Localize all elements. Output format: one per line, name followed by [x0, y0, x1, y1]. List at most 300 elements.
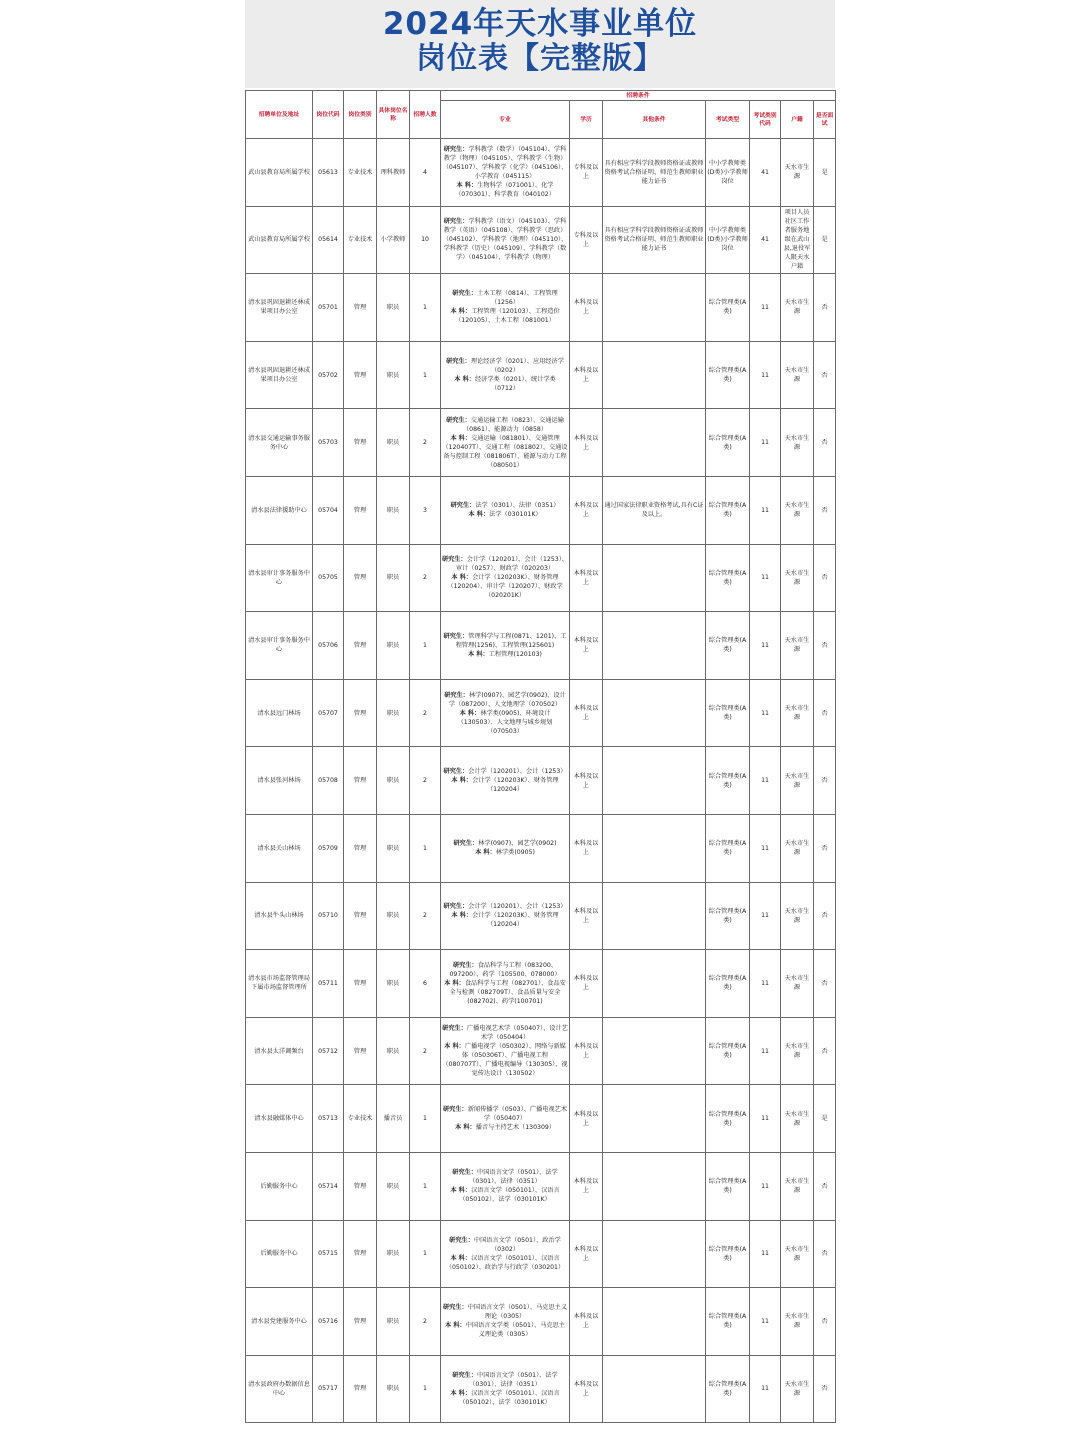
graduate-label: 研究生： — [443, 218, 469, 226]
table-row — [246, 1017, 836, 1085]
major-graduate-line — [442, 217, 568, 262]
cell-other — [603, 612, 706, 680]
header-major: 专业 — [441, 101, 570, 139]
cell-education: 本科及以上 — [570, 1017, 603, 1085]
undergrad-majors: 汉语言文学（050101）、汉语言（050102）、法学（030101K） — [459, 1187, 560, 1204]
cell-exam: 综合管理类(A类) — [706, 341, 750, 409]
graduate-label: 研究生： — [446, 358, 471, 366]
major-block — [442, 555, 568, 600]
graduate-majors: 法学（0301）、法律（0351） — [475, 502, 560, 510]
major-graduate-line — [442, 555, 568, 573]
major-graduate-line — [442, 145, 568, 181]
table-row — [246, 1152, 836, 1220]
cell-exam-code: 11 — [750, 341, 781, 409]
cell-count: 2 — [410, 409, 441, 477]
cell-major — [441, 409, 570, 477]
cell-category: 专业技术 — [344, 139, 377, 207]
cell-other — [603, 409, 706, 477]
undergrad-label: 本 科： — [450, 1254, 472, 1262]
cell-count: 2 — [410, 679, 441, 747]
cell-other — [603, 1085, 706, 1153]
major-block — [442, 357, 568, 393]
cell-other: 通过国家法律职业资格考试,具有C证及以上。 — [603, 476, 706, 544]
cell-unit: 清水县牛头山林场 — [246, 882, 313, 950]
cell-exam-code: 41 — [750, 139, 781, 207]
cell-exam: 中小学教师类(D类)小学教师岗位 — [706, 206, 750, 274]
cell-education: 本科及以上 — [570, 679, 603, 747]
cell-post: 播音员 — [377, 1085, 410, 1153]
cell-code: 05703 — [313, 409, 344, 477]
header-exam-code: 考试类别代码 — [750, 101, 781, 139]
cell-other — [603, 950, 706, 1018]
cell-code: 05714 — [313, 1152, 344, 1220]
cell-interview: 是 — [814, 206, 836, 274]
cell-exam: 综合管理类(A类) — [706, 1152, 750, 1220]
cell-major — [441, 544, 570, 612]
cell-hukou: 天水市生源 — [781, 409, 814, 477]
cell-unit: 清水县党建服务中心 — [246, 1288, 313, 1356]
cell-unit: 清水县审计事务服务中心 — [246, 544, 313, 612]
major-graduate-line — [442, 1105, 568, 1123]
cell-exam-code: 11 — [750, 274, 781, 342]
cell-interview: 否 — [814, 476, 836, 544]
major-block — [442, 1303, 568, 1339]
cell-unit: 清水县张河林场 — [246, 747, 313, 815]
major-undergrad-line — [442, 709, 568, 736]
cell-code: 05706 — [313, 612, 344, 680]
cell-category: 管理 — [344, 1152, 377, 1220]
cell-hukou: 天水市生源 — [781, 544, 814, 612]
graduate-label: 研究生： — [452, 1371, 478, 1379]
header-count: 招聘人数 — [410, 91, 441, 139]
cell-code: 05717 — [313, 1355, 344, 1423]
table-row — [246, 1085, 836, 1153]
major-block — [442, 217, 568, 262]
cell-interview: 否 — [814, 1152, 836, 1220]
cell-interview: 否 — [814, 409, 836, 477]
undergrad-majors: 会计学（120203K）、财务管理（120204） — [472, 912, 559, 929]
table-row — [246, 679, 836, 747]
cell-hukou: 天水市生源 — [781, 747, 814, 815]
cell-other — [603, 1288, 706, 1356]
cell-education: 本科及以上 — [570, 409, 603, 477]
cell-count: 4 — [410, 139, 441, 207]
cell-education: 本科及以上 — [570, 1220, 603, 1288]
cell-major — [441, 814, 570, 882]
graduate-label: 研究生： — [446, 416, 471, 424]
graduate-label: 研究生： — [452, 1169, 478, 1177]
graduate-label: 研究生： — [443, 632, 469, 640]
cell-count: 10 — [410, 206, 441, 274]
table-row — [246, 341, 836, 409]
cell-post: 职员 — [377, 274, 410, 342]
cell-exam-code: 11 — [750, 476, 781, 544]
cell-major — [441, 1288, 570, 1356]
cell-exam: 综合管理类(A类) — [706, 814, 750, 882]
header-hukou: 户籍 — [781, 101, 814, 139]
cell-hukou: 天水市生源 — [781, 1085, 814, 1153]
cell-interview: 否 — [814, 679, 836, 747]
cell-major — [441, 612, 570, 680]
cell-other — [603, 882, 706, 950]
cell-other — [603, 1220, 706, 1288]
cell-major — [441, 679, 570, 747]
undergrad-majors: 林学类(0905)、环境设计（130503）、人文地理与城乡规划（070503） — [457, 709, 553, 735]
cell-interview: 否 — [814, 882, 836, 950]
cell-hukou: 天水市生源 — [781, 274, 814, 342]
cell-unit: 清水县融媒体中心 — [246, 1085, 313, 1153]
graduate-label: 研究生： — [443, 903, 469, 911]
cell-exam-code: 11 — [750, 1355, 781, 1423]
cell-code: 05614 — [313, 206, 344, 274]
cell-education: 本科及以上 — [570, 274, 603, 342]
cell-other — [603, 274, 706, 342]
cell-post: 职员 — [377, 1017, 410, 1085]
cell-exam: 综合管理类(A类) — [706, 1288, 750, 1356]
graduate-label: 研究生： — [452, 290, 478, 298]
cell-category: 专业技术 — [344, 1085, 377, 1153]
undergrad-majors: 播音与主持艺术（130309） — [475, 1124, 556, 1132]
undergrad-label: 本 科： — [454, 376, 475, 384]
cell-count: 1 — [410, 612, 441, 680]
cell-code: 05709 — [313, 814, 344, 882]
major-block — [442, 691, 568, 736]
undergrad-label: 本 科： — [475, 849, 496, 857]
cell-count: 1 — [410, 341, 441, 409]
cell-interview: 否 — [814, 544, 836, 612]
cell-exam: 综合管理类(A类) — [706, 1017, 750, 1085]
cell-hukou: 天水市生源 — [781, 1152, 814, 1220]
undergrad-label: 本 科： — [451, 912, 473, 920]
cell-interview: 否 — [814, 1220, 836, 1288]
cell-hukou: 项目人员社区工作者服务地级在武山县,退役军人限天水户籍 — [781, 206, 814, 274]
cell-post: 职员 — [377, 1220, 410, 1288]
cell-count: 1 — [410, 1220, 441, 1288]
cell-post: 职员 — [377, 814, 410, 882]
graduate-label: 研究生： — [453, 840, 479, 848]
major-graduate-line — [442, 767, 568, 776]
major-undergrad-line — [442, 1042, 568, 1078]
major-undergrad-line — [442, 375, 568, 393]
graduate-label: 研究生： — [443, 146, 469, 154]
cell-interview: 否 — [814, 950, 836, 1018]
major-undergrad-line — [442, 181, 568, 199]
graduate-label: 研究生： — [449, 1236, 474, 1244]
cell-exam-code: 11 — [750, 882, 781, 950]
cell-exam: 综合管理类(A类) — [706, 950, 750, 1018]
major-block — [442, 902, 568, 929]
cell-code: 05715 — [313, 1220, 344, 1288]
cell-interview: 否 — [814, 747, 836, 815]
major-graduate-line — [442, 501, 568, 510]
graduate-label: 研究生： — [443, 768, 469, 776]
cell-unit: 清水县交通运输事务服务中心 — [246, 409, 313, 477]
undergrad-label: 本 科： — [450, 308, 472, 316]
undergrad-label: 本 科： — [459, 709, 481, 717]
table-row — [246, 950, 836, 1018]
major-graduate-line — [442, 632, 568, 650]
cell-other — [603, 747, 706, 815]
cell-major — [441, 1355, 570, 1423]
cell-exam-code: 11 — [750, 1017, 781, 1085]
graduate-label: 研究生： — [450, 502, 476, 510]
undergrad-majors: 中国语言文学类（0501）、马克思主义理论类（0305） — [465, 1322, 565, 1339]
cell-count: 6 — [410, 950, 441, 1018]
cell-other — [603, 1355, 706, 1423]
cell-hukou: 天水市生源 — [781, 950, 814, 1018]
table-row — [246, 612, 836, 680]
cell-exam-code: 11 — [750, 1288, 781, 1356]
cell-other: 具有相应学科学段教师资格证或教师资格考试合格证明、师范生教师职业能力证书 — [603, 139, 706, 207]
header-education: 学历 — [570, 101, 603, 139]
table-row — [246, 274, 836, 342]
major-graduate-line — [442, 1168, 568, 1186]
cell-category: 管理 — [344, 747, 377, 815]
cell-post: 职员 — [377, 679, 410, 747]
cell-education: 本科及以上 — [570, 882, 603, 950]
cell-count: 2 — [410, 747, 441, 815]
undergrad-majors: 工程管理(120103) — [488, 650, 542, 658]
cell-exam-code: 11 — [750, 950, 781, 1018]
cell-interview: 是 — [814, 1085, 836, 1153]
major-undergrad-line — [442, 573, 568, 600]
cell-other — [603, 544, 706, 612]
cell-interview: 否 — [814, 1288, 836, 1356]
cell-code: 05704 — [313, 476, 344, 544]
header-code: 岗位代码 — [313, 91, 344, 139]
cell-unit: 清水县法律援助中心 — [246, 476, 313, 544]
cell-interview: 否 — [814, 274, 836, 342]
cell-exam: 综合管理类(A类) — [706, 544, 750, 612]
major-undergrad-line — [442, 1123, 568, 1132]
cell-post: 职员 — [377, 612, 410, 680]
cell-unit: 清水县市场监督管理局下属市场监督管理所 — [246, 950, 313, 1018]
cell-code: 05708 — [313, 747, 344, 815]
cell-major — [441, 950, 570, 1018]
major-block — [442, 1168, 568, 1204]
cell-code: 05712 — [313, 1017, 344, 1085]
cell-exam: 综合管理类(A类) — [706, 1085, 750, 1153]
undergrad-label: 本 科： — [445, 1322, 466, 1330]
cell-unit: 武山县教育局所属学校 — [246, 139, 313, 207]
cell-exam: 综合管理类(A类) — [706, 882, 750, 950]
cell-category: 管理 — [344, 341, 377, 409]
cell-exam: 综合管理类(A类) — [706, 747, 750, 815]
cell-category: 管理 — [344, 544, 377, 612]
major-undergrad-line — [442, 979, 568, 1006]
cell-post: 职员 — [377, 341, 410, 409]
undergrad-label: 本 科： — [451, 574, 473, 582]
major-block — [442, 1024, 568, 1078]
major-graduate-line — [442, 416, 568, 434]
graduate-majors: 林学(0907)、园艺学(0902)、设计学（087200）、人文地理学（070502） — [448, 691, 566, 708]
cell-count: 2 — [410, 544, 441, 612]
cell-category: 管理 — [344, 1355, 377, 1423]
cell-education: 本科及以上 — [570, 950, 603, 1018]
cell-education: 本科及以上 — [570, 1152, 603, 1220]
undergrad-label: 本 科： — [444, 979, 465, 987]
cell-hukou: 天水市生源 — [781, 1355, 814, 1423]
header-conditions-group: 招聘条件 — [441, 91, 836, 101]
major-graduate-line — [442, 1303, 568, 1321]
undergrad-label: 本 科： — [456, 182, 478, 190]
graduate-majors: 广播电视艺术学（050407）、设计艺术学（050404） — [466, 1025, 568, 1042]
cell-exam: 综合管理类(A类) — [706, 1355, 750, 1423]
cell-education: 本科及以上 — [570, 476, 603, 544]
cell-interview: 否 — [814, 612, 836, 680]
cell-hukou: 天水市生源 — [781, 1220, 814, 1288]
graduate-majors: 中国语言文学（0501）、政治学（0302） — [473, 1236, 561, 1253]
cell-other: 具有相应学科学段教师资格证或教师资格考试合格证明、师范生教师职业能力证书 — [603, 206, 706, 274]
cell-other — [603, 679, 706, 747]
cell-major — [441, 747, 570, 815]
cell-post: 理科教师 — [377, 139, 410, 207]
major-block — [442, 1105, 568, 1132]
undergrad-majors: 广播电视学（050302）、网络与新媒体（050306T）、广播电视工程（080707T）、广播电视编导（130305）、视觉传达设计（130502） — [442, 1043, 568, 1078]
graduate-label: 研究生： — [442, 1106, 468, 1114]
major-block — [442, 501, 568, 519]
table-body — [246, 139, 836, 1423]
cell-code: 05713 — [313, 1085, 344, 1153]
cell-exam-code: 11 — [750, 1152, 781, 1220]
cell-count: 2 — [410, 1017, 441, 1085]
cell-category: 管理 — [344, 1017, 377, 1085]
major-block — [442, 145, 568, 199]
cell-hukou: 天水市生源 — [781, 341, 814, 409]
header-interview: 是否面试 — [814, 101, 836, 139]
major-block — [442, 961, 568, 1006]
cell-hukou: 天水市生源 — [781, 1017, 814, 1085]
cell-code: 05701 — [313, 274, 344, 342]
cell-unit: 武山县教育局所属学校 — [246, 206, 313, 274]
graduate-majors: 学科教学（数学）（045104）、学科教学（物理）（045105）、学科教学（生物）（045107）、学科教学（化学）（045106）、小学教育（045115） — [442, 146, 568, 181]
table-row — [246, 747, 836, 815]
graduate-majors: 交通运输工程（0823）、交通运输（0861）、能源动力（0858） — [462, 416, 564, 433]
cell-exam-code: 41 — [750, 206, 781, 274]
major-undergrad-line — [442, 307, 568, 325]
undergrad-label: 本 科： — [454, 1124, 476, 1132]
cell-category: 管理 — [344, 1220, 377, 1288]
cell-exam: 综合管理类(A类) — [706, 612, 750, 680]
graduate-label: 研究生： — [452, 961, 478, 969]
cell-unit: 清水县审计事务服务中心 — [246, 612, 313, 680]
cell-unit: 清水县太洋调频台 — [246, 1017, 313, 1085]
cell-category: 管理 — [344, 1288, 377, 1356]
graduate-majors: 会计学（120201）、会计（1253） — [468, 768, 567, 776]
cell-other — [603, 814, 706, 882]
cell-post: 职员 — [377, 544, 410, 612]
header-post: 具体岗位名称 — [377, 91, 410, 139]
cell-hukou: 天水市生源 — [781, 1288, 814, 1356]
major-block — [442, 289, 568, 325]
cell-category: 管理 — [344, 476, 377, 544]
undergrad-label: 本 科： — [450, 434, 472, 442]
cell-education: 本科及以上 — [570, 747, 603, 815]
major-graduate-line — [442, 839, 568, 848]
cell-exam-code: 11 — [750, 409, 781, 477]
major-undergrad-line — [442, 1389, 568, 1407]
cell-interview: 是 — [814, 139, 836, 207]
title-banner — [245, 0, 835, 88]
cell-category: 专业技术 — [344, 206, 377, 274]
major-graduate-line — [442, 289, 568, 307]
major-undergrad-line — [442, 1186, 568, 1204]
graduate-majors: 中国语言文学（0501）、马克思主义理论（0305） — [467, 1304, 568, 1321]
undergrad-majors: 汉语言文学（050101）、汉语言（050102）、法学（030101K） — [459, 1389, 560, 1406]
cell-major — [441, 1220, 570, 1288]
table-row — [246, 1355, 836, 1423]
cell-category: 管理 — [344, 950, 377, 1018]
graduate-label: 研究生： — [442, 1304, 468, 1312]
graduate-majors: 理论经济学（0201）、应用经济学（0202） — [470, 358, 564, 375]
cell-hukou: 天水市生源 — [781, 612, 814, 680]
header-exam: 考试类型 — [706, 101, 750, 139]
major-undergrad-line — [442, 650, 568, 659]
cell-post: 职员 — [377, 409, 410, 477]
undergrad-majors: 生物科学（071001）、化学（070301）、科学教育（040102） — [455, 182, 555, 199]
header-category: 岗位类别 — [344, 91, 377, 139]
cell-exam-code: 11 — [750, 814, 781, 882]
major-undergrad-line — [442, 776, 568, 794]
cell-other — [603, 1017, 706, 1085]
undergrad-label: 本 科： — [450, 1187, 472, 1195]
table-row — [246, 882, 836, 950]
undergrad-majors: 会计学（120203K）、财务管理（120204） — [472, 777, 559, 794]
cell-major — [441, 1085, 570, 1153]
cell-unit: 清水县远门林场 — [246, 679, 313, 747]
cell-post: 职员 — [377, 747, 410, 815]
cell-education: 本科及以上 — [570, 1288, 603, 1356]
cell-other — [603, 1152, 706, 1220]
graduate-majors: 管理科学与工程(0871、1201)、工程管理(1256)、工程管理(125601) — [455, 632, 567, 649]
undergrad-majors: 交通运输（081801）、交通管理（120407T）、交通工程（081802）、交通设备与控制工程（081806T）、能源与动力工程（080501） — [442, 434, 568, 469]
header-other: 其他条件 — [603, 101, 706, 139]
table-row — [246, 476, 836, 544]
cell-count: 3 — [410, 476, 441, 544]
cell-count: 1 — [410, 1152, 441, 1220]
major-undergrad-line — [442, 510, 568, 519]
major-undergrad-line — [442, 434, 568, 470]
cell-exam-code: 11 — [750, 1085, 781, 1153]
page-subtitle: 岗位表【完整版】 — [416, 41, 664, 76]
table-row — [246, 814, 836, 882]
cell-post: 职员 — [377, 1355, 410, 1423]
cell-interview: 否 — [814, 1017, 836, 1085]
major-graduate-line — [442, 902, 568, 911]
major-undergrad-line — [442, 1321, 568, 1339]
major-graduate-line — [442, 1236, 568, 1254]
cell-code: 05711 — [313, 950, 344, 1018]
cell-hukou: 天水市生源 — [781, 882, 814, 950]
major-graduate-line — [442, 357, 568, 375]
major-graduate-line — [442, 1024, 568, 1042]
cell-post: 职员 — [377, 950, 410, 1018]
undergrad-majors: 会计学（120203K）、财务管理（120204）、审计学（120207）、财政学（020201K） — [447, 574, 563, 600]
table-row — [246, 139, 836, 207]
undergrad-majors: 食品科学与工程（082701）、食品安全与检测（082709T）、食品质量与安全(082702)、药学(100701) — [449, 979, 566, 1005]
cell-interview: 否 — [814, 341, 836, 409]
major-graduate-line — [442, 1371, 568, 1389]
graduate-label: 研究生： — [444, 691, 469, 699]
cell-code: 05705 — [313, 544, 344, 612]
major-block — [442, 416, 568, 470]
cell-count: 2 — [410, 1288, 441, 1356]
cell-major — [441, 1152, 570, 1220]
graduate-majors: 土木工程（0814）、工程管理（1256） — [477, 290, 558, 307]
major-graduate-line — [442, 961, 568, 979]
undergrad-label: 本 科： — [468, 650, 489, 658]
cell-exam-code: 11 — [750, 747, 781, 815]
